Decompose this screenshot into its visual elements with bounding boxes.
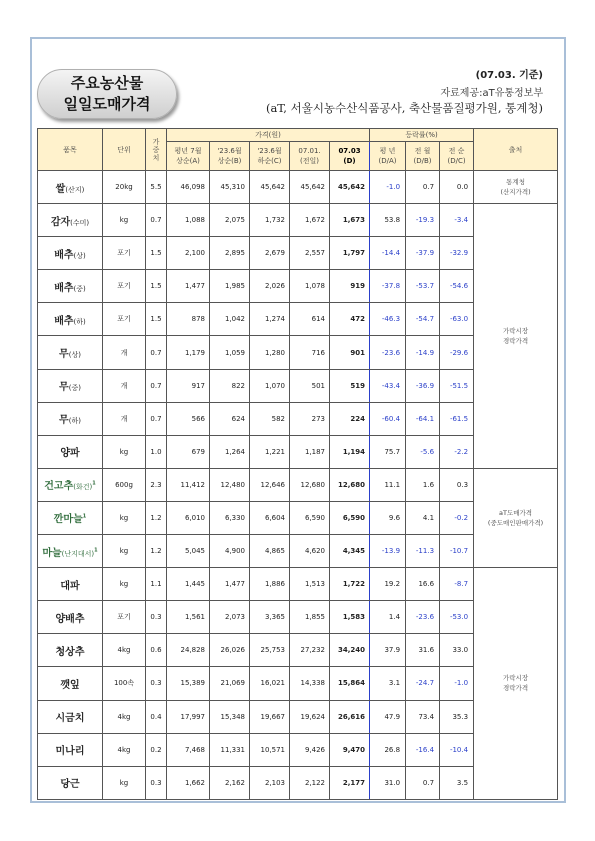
source-cell: 가락시장 경락가격 xyxy=(474,568,558,800)
rate-vs-period: 3.5 xyxy=(440,766,474,799)
header-source: 출처 xyxy=(474,129,558,171)
price-today: 1,722 xyxy=(330,568,370,601)
header-price-col-1: '23.6월 상순(B) xyxy=(210,142,250,171)
item-name-cell xyxy=(38,733,103,766)
rate-vs-month: -24.7 xyxy=(406,667,440,700)
price-prev-month: 21,069 xyxy=(210,667,250,700)
price-prev-period: 1,886 xyxy=(250,568,290,601)
rate-vs-normal: 1.4 xyxy=(370,601,406,634)
price-prev-day: 1,855 xyxy=(290,601,330,634)
rate-vs-month: 1.6 xyxy=(406,468,440,501)
price-prev-day: 501 xyxy=(290,369,330,402)
price-normal-year: 679 xyxy=(167,435,210,468)
weight-cell: 0.2 xyxy=(146,733,167,766)
price-prev-day: 1,672 xyxy=(290,204,330,237)
price-prev-period: 1,070 xyxy=(250,369,290,402)
price-table xyxy=(37,128,558,800)
rate-vs-month: -37.9 xyxy=(406,237,440,270)
footnote-mark: 1 xyxy=(92,481,96,488)
price-today: 45,642 xyxy=(330,171,370,204)
item-name-cell xyxy=(38,171,103,204)
item-name: 배추 xyxy=(54,315,74,327)
rate-vs-period: -2.2 xyxy=(440,435,474,468)
weight-cell: 2.3 xyxy=(146,468,167,501)
item-variety: (산지) xyxy=(65,185,85,194)
rate-vs-month: 0.7 xyxy=(406,766,440,799)
item-name: 양파 xyxy=(60,448,80,460)
table-row xyxy=(38,204,558,237)
weight-cell: 0.4 xyxy=(146,700,167,733)
rate-vs-period: -8.7 xyxy=(440,568,474,601)
price-normal-year: 1,561 xyxy=(167,601,210,634)
item-name-cell xyxy=(38,568,103,601)
unit-cell: 100속 xyxy=(103,667,146,700)
item-name: 쌀 xyxy=(55,183,66,195)
rate-vs-normal: -60.4 xyxy=(370,402,406,435)
rate-vs-month: -36.9 xyxy=(406,369,440,402)
item-name: 배추 xyxy=(54,282,74,294)
item-name: 건고추 xyxy=(44,481,74,493)
price-prev-day: 1,078 xyxy=(290,270,330,303)
rate-vs-period: -53.0 xyxy=(440,601,474,634)
data-provider: 자료제공:aT유통정보부 xyxy=(440,88,543,99)
table-row xyxy=(38,568,558,601)
unit-cell: 4kg xyxy=(103,700,146,733)
price-prev-day: 614 xyxy=(290,303,330,336)
rate-vs-normal: 19.2 xyxy=(370,568,406,601)
source-cell: aT도매가격 (중도매인판매가격) xyxy=(474,468,558,567)
price-today: 919 xyxy=(330,270,370,303)
price-today: 15,864 xyxy=(330,667,370,700)
price-normal-year: 6,010 xyxy=(167,501,210,534)
price-prev-day: 45,642 xyxy=(290,171,330,204)
rate-vs-month: -64.1 xyxy=(406,402,440,435)
header-item: 품목 xyxy=(38,129,103,171)
weight-cell: 1.5 xyxy=(146,303,167,336)
item-name: 시금치 xyxy=(55,713,85,725)
price-prev-period: 19,667 xyxy=(250,700,290,733)
rate-vs-normal: -14.4 xyxy=(370,237,406,270)
header-price-col-0: 평년 7월 상순(A) xyxy=(167,142,210,171)
price-normal-year: 2,100 xyxy=(167,237,210,270)
price-prev-month: 12,480 xyxy=(210,468,250,501)
item-name-cell xyxy=(38,303,103,336)
unit-cell: 4kg xyxy=(103,634,146,667)
header-price-group: 가격(원) xyxy=(167,129,370,142)
item-name: 무 xyxy=(59,382,69,394)
item-name: 청상추 xyxy=(55,646,85,658)
item-name: 깻잎 xyxy=(60,679,80,691)
price-normal-year: 1,445 xyxy=(167,568,210,601)
item-variety: (상) xyxy=(73,251,86,260)
unit-cell: 20kg xyxy=(103,171,146,204)
price-prev-day: 716 xyxy=(290,336,330,369)
unit-cell: 600g xyxy=(103,468,146,501)
price-prev-day: 6,590 xyxy=(290,501,330,534)
rate-vs-month: 4.1 xyxy=(406,501,440,534)
item-variety: (하) xyxy=(73,317,86,326)
rate-vs-period: -63.0 xyxy=(440,303,474,336)
weight-cell: 0.3 xyxy=(146,667,167,700)
rate-vs-period: -0.2 xyxy=(440,501,474,534)
item-name: 무 xyxy=(59,349,69,361)
rate-vs-month: 0.7 xyxy=(406,171,440,204)
price-prev-month: 2,075 xyxy=(210,204,250,237)
item-name: 마늘 xyxy=(42,547,62,559)
item-name: 무 xyxy=(59,415,69,427)
price-normal-year: 1,662 xyxy=(167,766,210,799)
item-name-cell xyxy=(38,402,103,435)
price-prev-day: 1,187 xyxy=(290,435,330,468)
item-name-cell xyxy=(38,535,103,568)
price-prev-day: 14,338 xyxy=(290,667,330,700)
rate-vs-normal: 26.8 xyxy=(370,733,406,766)
price-prev-period: 2,679 xyxy=(250,237,290,270)
item-name: 깐마늘 xyxy=(53,514,83,526)
item-name-cell xyxy=(38,667,103,700)
price-today: 9,470 xyxy=(330,733,370,766)
price-prev-month: 45,310 xyxy=(210,171,250,204)
price-normal-year: 1,179 xyxy=(167,336,210,369)
weight-cell: 0.6 xyxy=(146,634,167,667)
price-prev-month: 822 xyxy=(210,369,250,402)
rate-vs-normal: -46.3 xyxy=(370,303,406,336)
price-prev-period: 6,604 xyxy=(250,501,290,534)
rate-vs-normal: -37.8 xyxy=(370,270,406,303)
unit-cell: 포기 xyxy=(103,270,146,303)
price-prev-period: 25,753 xyxy=(250,634,290,667)
price-prev-period: 2,103 xyxy=(250,766,290,799)
item-name-cell xyxy=(38,634,103,667)
price-normal-year: 7,468 xyxy=(167,733,210,766)
price-normal-year: 5,045 xyxy=(167,535,210,568)
price-prev-month: 624 xyxy=(210,402,250,435)
rate-vs-period: -10.4 xyxy=(440,733,474,766)
unit-cell: 개 xyxy=(103,369,146,402)
reference-date: (07.03. 기준) xyxy=(475,70,543,81)
rate-vs-period: 33.0 xyxy=(440,634,474,667)
item-name: 대파 xyxy=(60,580,80,592)
price-prev-period: 4,865 xyxy=(250,535,290,568)
rate-vs-normal: -23.6 xyxy=(370,336,406,369)
price-prev-month: 1,042 xyxy=(210,303,250,336)
weight-cell: 1.0 xyxy=(146,435,167,468)
price-prev-period: 582 xyxy=(250,402,290,435)
header-rate-col-0: 평 년 (D/A) xyxy=(370,142,406,171)
rate-vs-period: 0.3 xyxy=(440,468,474,501)
rate-vs-normal: 53.8 xyxy=(370,204,406,237)
price-today: 519 xyxy=(330,369,370,402)
price-prev-month: 15,348 xyxy=(210,700,250,733)
price-today: 34,240 xyxy=(330,634,370,667)
price-prev-day: 19,624 xyxy=(290,700,330,733)
header-rate-group: 등락률(%) xyxy=(370,129,474,142)
rate-vs-month: -5.6 xyxy=(406,435,440,468)
header-price-col-4: 07.03 (D) xyxy=(330,142,370,171)
item-name: 당근 xyxy=(60,779,80,791)
price-normal-year: 1,088 xyxy=(167,204,210,237)
rate-vs-normal: 3.1 xyxy=(370,667,406,700)
price-today: 901 xyxy=(330,336,370,369)
rate-vs-period: -51.5 xyxy=(440,369,474,402)
price-normal-year: 878 xyxy=(167,303,210,336)
price-normal-year: 11,412 xyxy=(167,468,210,501)
item-variety: (수미) xyxy=(70,218,90,227)
price-today: 26,616 xyxy=(330,700,370,733)
price-today: 1,194 xyxy=(330,435,370,468)
unit-cell: kg xyxy=(103,204,146,237)
rate-vs-period: 0.0 xyxy=(440,171,474,204)
unit-cell: kg xyxy=(103,501,146,534)
rate-vs-normal: 9.6 xyxy=(370,501,406,534)
title-badge xyxy=(37,69,177,119)
source-cell: 통계청 (산지가격) xyxy=(474,171,558,204)
price-today: 224 xyxy=(330,402,370,435)
unit-cell: 개 xyxy=(103,402,146,435)
rate-vs-month: 73.4 xyxy=(406,700,440,733)
item-name-cell xyxy=(38,601,103,634)
title-line2: 일일도매가격 xyxy=(63,95,151,113)
price-prev-period: 1,280 xyxy=(250,336,290,369)
unit-cell: kg xyxy=(103,535,146,568)
rate-vs-period: -54.6 xyxy=(440,270,474,303)
price-prev-day: 2,557 xyxy=(290,237,330,270)
rate-vs-month: -54.7 xyxy=(406,303,440,336)
weight-cell: 0.7 xyxy=(146,336,167,369)
weight-cell: 0.3 xyxy=(146,766,167,799)
rate-vs-normal: 75.7 xyxy=(370,435,406,468)
unit-cell: 포기 xyxy=(103,303,146,336)
rate-vs-period: 35.3 xyxy=(440,700,474,733)
item-name-cell xyxy=(38,766,103,799)
item-variety: (중) xyxy=(73,284,86,293)
rate-vs-month: -53.7 xyxy=(406,270,440,303)
rate-vs-normal: -43.4 xyxy=(370,369,406,402)
weight-cell: 1.5 xyxy=(146,270,167,303)
unit-cell: kg xyxy=(103,568,146,601)
price-prev-day: 1,513 xyxy=(290,568,330,601)
item-name-cell xyxy=(38,336,103,369)
price-prev-month: 26,026 xyxy=(210,634,250,667)
weight-cell: 0.7 xyxy=(146,402,167,435)
header-unit: 단위 xyxy=(103,129,146,171)
table-row xyxy=(38,171,558,204)
item-name-cell xyxy=(38,369,103,402)
rate-vs-period: -29.6 xyxy=(440,336,474,369)
rate-vs-month: -14.9 xyxy=(406,336,440,369)
price-normal-year: 17,997 xyxy=(167,700,210,733)
rate-vs-month: -19.3 xyxy=(406,204,440,237)
price-prev-period: 16,021 xyxy=(250,667,290,700)
price-today: 6,590 xyxy=(330,501,370,534)
rate-vs-period: -61.5 xyxy=(440,402,474,435)
price-prev-month: 2,895 xyxy=(210,237,250,270)
unit-cell: 포기 xyxy=(103,237,146,270)
weight-cell: 1.2 xyxy=(146,501,167,534)
price-prev-month: 6,330 xyxy=(210,501,250,534)
unit-cell: 개 xyxy=(103,336,146,369)
price-prev-month: 1,985 xyxy=(210,270,250,303)
item-name-cell xyxy=(38,700,103,733)
price-prev-day: 4,620 xyxy=(290,535,330,568)
price-prev-month: 1,059 xyxy=(210,336,250,369)
price-normal-year: 24,828 xyxy=(167,634,210,667)
source-cell: 가락시장 경락가격 xyxy=(474,204,558,469)
weight-cell: 1.5 xyxy=(146,237,167,270)
price-prev-period: 1,732 xyxy=(250,204,290,237)
item-name-cell xyxy=(38,468,103,501)
price-prev-month: 2,162 xyxy=(210,766,250,799)
rate-vs-normal: -13.9 xyxy=(370,535,406,568)
price-today: 2,177 xyxy=(330,766,370,799)
rate-vs-period: -10.7 xyxy=(440,535,474,568)
weight-cell: 1.1 xyxy=(146,568,167,601)
header-rate-col-1: 전 월 (D/B) xyxy=(406,142,440,171)
price-today: 1,797 xyxy=(330,237,370,270)
item-name: 감자 xyxy=(50,216,71,228)
rate-vs-month: 31.6 xyxy=(406,634,440,667)
price-normal-year: 46,098 xyxy=(167,171,210,204)
rate-vs-month: -23.6 xyxy=(406,601,440,634)
price-prev-period: 12,646 xyxy=(250,468,290,501)
item-name-cell xyxy=(38,270,103,303)
title-line1: 주요농산물 xyxy=(70,74,144,92)
price-prev-month: 4,900 xyxy=(210,535,250,568)
item-name: 미나리 xyxy=(55,746,85,758)
price-today: 4,345 xyxy=(330,535,370,568)
price-normal-year: 566 xyxy=(167,402,210,435)
price-prev-day: 2,122 xyxy=(290,766,330,799)
price-prev-period: 45,642 xyxy=(250,171,290,204)
header-price-col-3: 07.01. (전일) xyxy=(290,142,330,171)
data-sources: (aT, 서울시농수산식품공사, 축산물품질평가원, 통계청) xyxy=(265,101,543,115)
price-normal-year: 917 xyxy=(167,369,210,402)
rate-vs-normal: 37.9 xyxy=(370,634,406,667)
unit-cell: kg xyxy=(103,766,146,799)
item-variety: (하) xyxy=(68,417,81,426)
unit-cell: 4kg xyxy=(103,733,146,766)
rate-vs-month: -16.4 xyxy=(406,733,440,766)
rate-vs-period: -3.4 xyxy=(440,204,474,237)
header-ratio: 가 중 치 xyxy=(146,129,167,171)
weight-cell: 0.7 xyxy=(146,204,167,237)
price-normal-year: 15,389 xyxy=(167,667,210,700)
weight-cell: 0.7 xyxy=(146,369,167,402)
item-name: 배추 xyxy=(54,249,74,261)
rate-vs-normal: 31.0 xyxy=(370,766,406,799)
rate-vs-normal: -1.0 xyxy=(370,171,406,204)
weight-cell: 1.2 xyxy=(146,535,167,568)
item-name-cell xyxy=(38,435,103,468)
price-prev-day: 12,680 xyxy=(290,468,330,501)
header-price-col-2: '23.6월 하순(C) xyxy=(250,142,290,171)
item-name-cell xyxy=(38,237,103,270)
weight-cell: 5.5 xyxy=(146,171,167,204)
price-prev-month: 1,264 xyxy=(210,435,250,468)
price-today: 1,583 xyxy=(330,601,370,634)
item-variety: (상) xyxy=(68,351,81,360)
price-prev-day: 273 xyxy=(290,402,330,435)
item-name-cell xyxy=(38,204,103,237)
unit-cell: kg xyxy=(103,435,146,468)
price-today: 472 xyxy=(330,303,370,336)
item-name-cell xyxy=(38,501,103,534)
table-row xyxy=(38,468,558,501)
price-prev-month: 11,331 xyxy=(210,733,250,766)
rate-vs-normal: 11.1 xyxy=(370,468,406,501)
header-rate-col-2: 전 순 (D/C) xyxy=(440,142,474,171)
price-prev-period: 1,274 xyxy=(250,303,290,336)
price-prev-day: 9,426 xyxy=(290,733,330,766)
rate-vs-period: -1.0 xyxy=(440,667,474,700)
item-variety: (중) xyxy=(68,384,81,393)
price-today: 12,680 xyxy=(330,468,370,501)
rate-vs-month: -11.3 xyxy=(406,535,440,568)
price-prev-month: 1,477 xyxy=(210,568,250,601)
price-prev-period: 10,571 xyxy=(250,733,290,766)
price-prev-period: 3,365 xyxy=(250,601,290,634)
rate-vs-normal: 47.9 xyxy=(370,700,406,733)
price-today: 1,673 xyxy=(330,204,370,237)
price-prev-period: 1,221 xyxy=(250,435,290,468)
price-prev-month: 2,073 xyxy=(210,601,250,634)
weight-cell: 0.3 xyxy=(146,601,167,634)
item-variety: (화건) xyxy=(73,483,93,492)
footnote-mark: 1 xyxy=(82,514,87,521)
item-name: 양배추 xyxy=(55,613,85,625)
unit-cell: 포기 xyxy=(103,601,146,634)
item-variety: (난지대서) xyxy=(61,549,95,558)
rate-vs-month: 16.6 xyxy=(406,568,440,601)
price-normal-year: 1,477 xyxy=(167,270,210,303)
price-prev-day: 27,232 xyxy=(290,634,330,667)
rate-vs-period: -32.9 xyxy=(440,237,474,270)
price-prev-period: 2,026 xyxy=(250,270,290,303)
footnote-mark: 1 xyxy=(94,547,98,554)
